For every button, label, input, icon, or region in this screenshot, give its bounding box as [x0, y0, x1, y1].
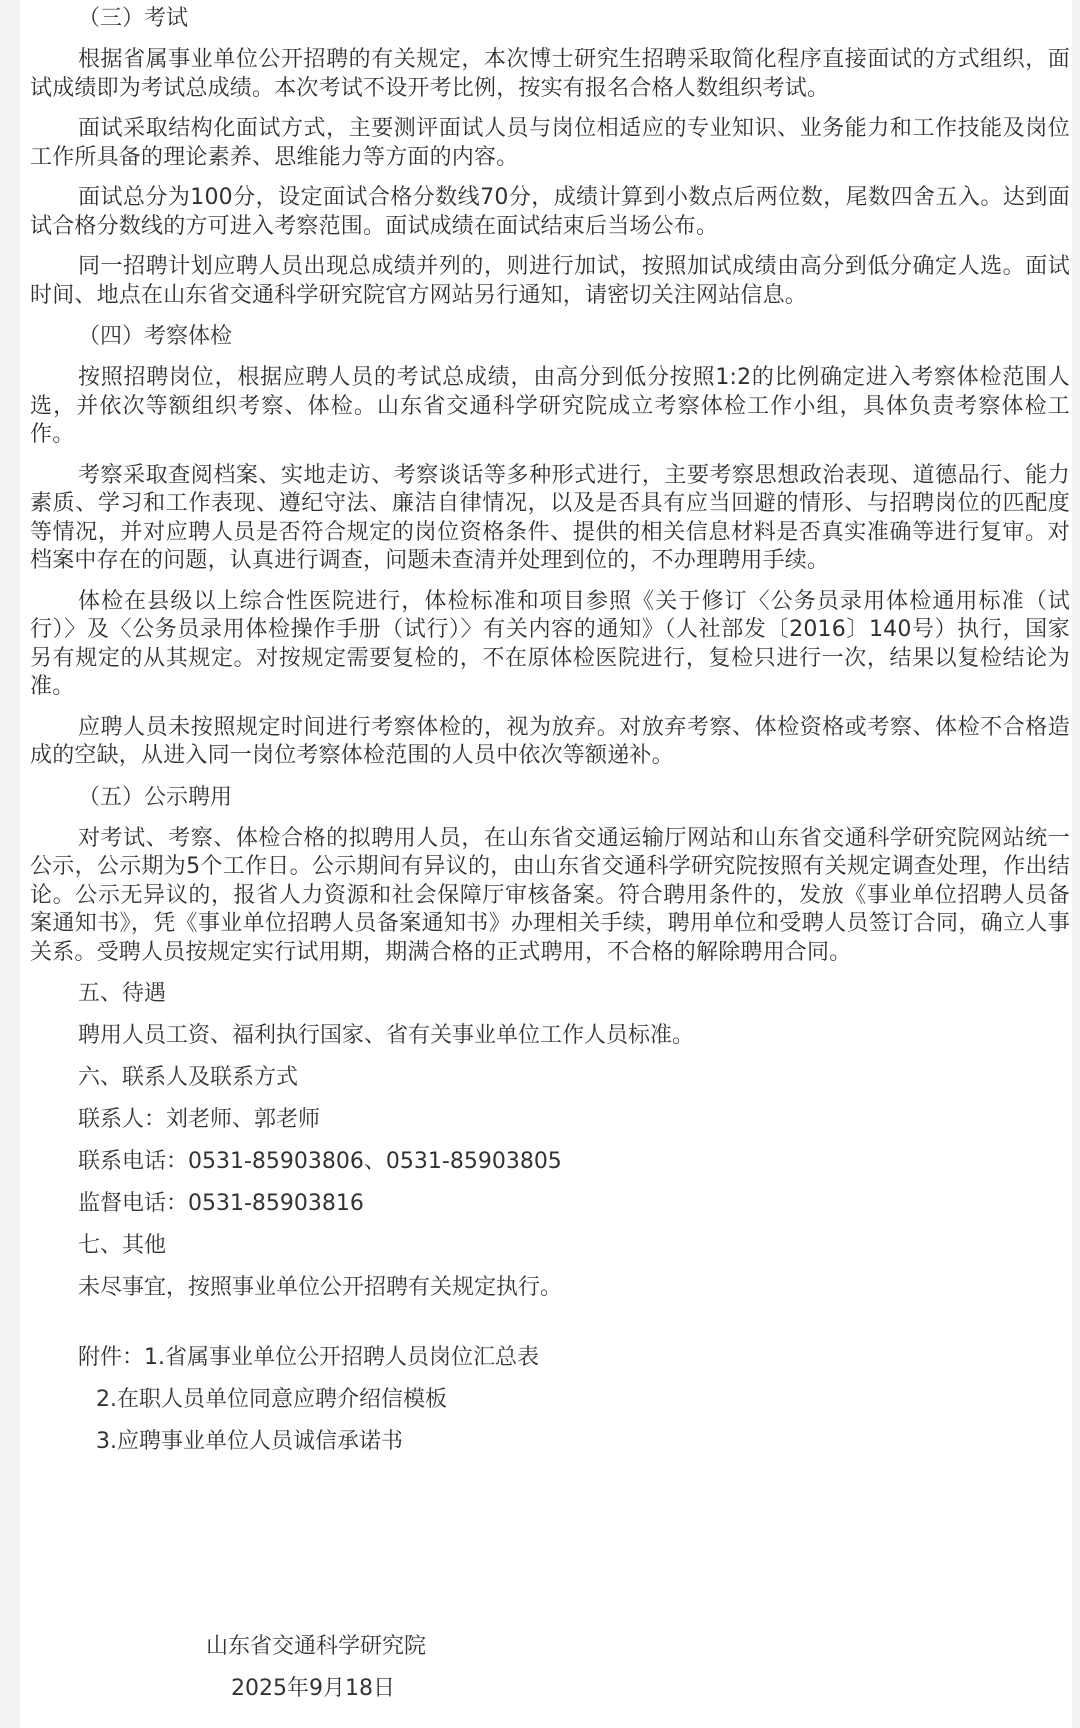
contact-persons: 联系人：刘老师、郭老师 — [78, 1107, 321, 1132]
section-exam — [30, 4, 1070, 310]
document-page — [30, 4, 1070, 1469]
section-contact — [30, 1063, 1070, 1219]
section-title-treatment: 五、待遇 — [78, 981, 167, 1006]
signature-block — [30, 1632, 1070, 1704]
paragraph: 同一招聘计划应聘人员出现总成绩并列的，则进行加试，按照加试成绩由高分到低分确定人选。面试时间、地点在山东省交通科学研究院官方网站另行通知，请密切关注网站信息。 — [30, 254, 1070, 308]
paragraph: 应聘人员未按照规定时间进行考察体检的，视为放弃。对放弃考察、体检资格或考察、体检不合格造成的空缺，从进入同一岗位考察体检范围的人员中依次等额递补。 — [30, 714, 1070, 768]
section-title-exam: （三）考试 — [78, 6, 189, 31]
section-title-contact: 六、联系人及联系方式 — [78, 1065, 299, 1090]
paragraph: 按照招聘岗位，根据应聘人员的考试总成绩，由高分到低分按照1:2的比例确定进入考察体检范围人选，并依次等额组织考察、体检。山东省交通科学研究院成立考察体检工作小组，具体负责考察体检工作。 — [30, 365, 1070, 447]
attachment-item: 附件：1.省属事业单位公开招聘人员岗位汇总表 — [78, 1345, 539, 1370]
section-inspection — [30, 322, 1070, 771]
paragraph: 面试采取结构化面试方式，主要测评面试人员与岗位相适应的专业知识、业务能力和工作技能及岗位工作所具备的理论素养、思维能力等方面的内容。 — [30, 116, 1070, 170]
signature-organization: 山东省交通科学研究院 — [206, 1634, 427, 1659]
attachments — [30, 1343, 1070, 1457]
contact-phone: 联系电话：0531-85903806、0531-85903805 — [78, 1149, 562, 1174]
paragraph: 考察采取查阅档案、实地走访、考察谈话等多种形式进行，主要考察思想政治表现、道德品行、能力素质、学习和工作表现、遵纪守法、廉洁自律情况，以及是否具有应当回避的情形、与招聘岗位的匹配度等情况，并对应聘人员是否符合规定的岗位资格条件、提供的相关信息材料是否真实准确等进行复审。对档案中存在的问题，认真进行调查，问题未查清并处理到位的，不办理聘用手续。 — [30, 462, 1070, 573]
other-text: 未尽事宜，按照事业单位公开招聘有关规定执行。 — [78, 1275, 563, 1300]
section-title-inspection: （四）考察体检 — [78, 324, 233, 349]
paragraph: 体检在县级以上综合性医院进行，体检标准和项目参照《关于修订〈公务员录用体检通用标准（试行）〉及〈公务员录用体检操作手册（试行）〉有关内容的通知》（人社部发〔2016〕140号）执行，国家另有规定的从其规定。对按规定需要复检的，不在原体检医院进行，复检只进行一次，结果以复检结论为准。 — [30, 588, 1070, 699]
section-title-other: 七、其他 — [78, 1233, 167, 1258]
paragraph: 面试总分为100分，设定面试合格分数线70分，成绩计算到小数点后两位数，尾数四舍五入。达到面试合格分数线的方可进入考察范围。面试成绩在面试结束后当场公布。 — [30, 185, 1070, 239]
paragraph: 根据省属事业单位公开招聘的有关规定，本次博士研究生招聘采取简化程序直接面试的方式组织，面试成绩即为考试总成绩。本次考试不设开考比例，按实有报名合格人数组织考试。 — [30, 47, 1070, 101]
attachment-item: 3.应聘事业单位人员诚信承诺书 — [96, 1429, 403, 1454]
right-margin-strip — [1072, 0, 1080, 1728]
attachment-item: 2.在职人员单位同意应聘介绍信模板 — [96, 1387, 447, 1412]
signature-date: 2025年9月18日 — [231, 1676, 395, 1701]
paragraph: 对考试、考察、体检合格的拟聘用人员，在山东省交通运输厅网站和山东省交通科学研究院网站统一公示，公示期为5个工作日。公示期间有异议的，由山东省交通科学研究院按照有关规定调查处理，作出结论。公示无异议的，报省人力资源和社会保障厅审核备案。符合聘用条件的，发放《事业单位招聘人员备案通知书》，凭《事业单位招聘人员备案通知书》办理相关手续，聘用单位和受聘人员签订合同，确立人事关系。受聘人员按规定实行试用期，期满合格的正式聘用，不合格的解除聘用合同。 — [30, 825, 1070, 965]
treatment-text: 聘用人员工资、福利执行国家、省有关事业单位工作人员标准。 — [78, 1023, 695, 1048]
supervision-phone: 监督电话：0531-85903816 — [78, 1191, 364, 1216]
section-other — [30, 1231, 1070, 1303]
section-title-publicity: （五）公示聘用 — [78, 784, 233, 810]
left-margin-strip — [0, 0, 20, 1728]
section-publicity — [30, 783, 1070, 968]
section-treatment — [30, 979, 1070, 1051]
